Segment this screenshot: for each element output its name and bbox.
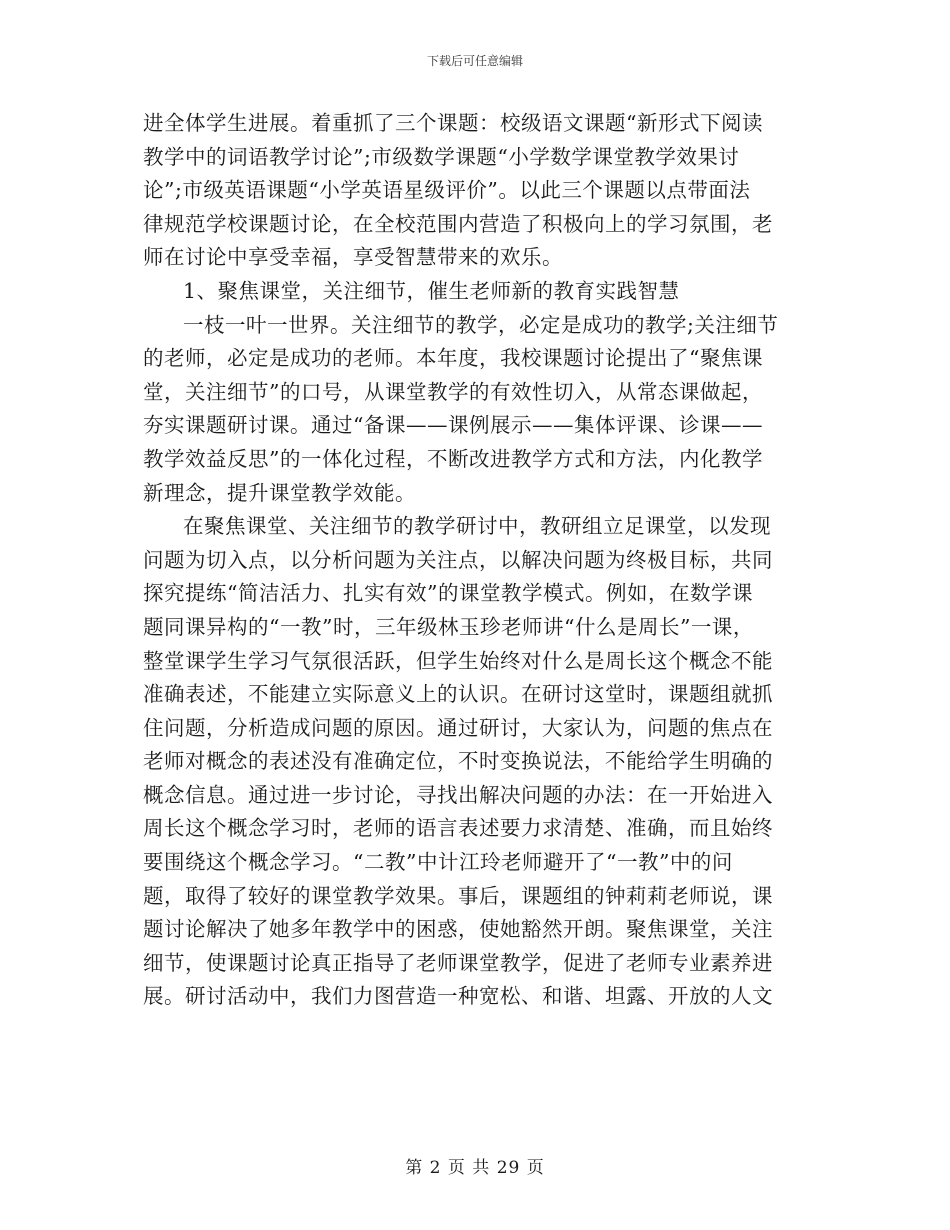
text-line: 堂，关注细节”的口号，从课堂教学的有效性切入，从常态课做起， xyxy=(143,379,763,404)
text-line: 夯实课题研讨课。通过“备课——课例展示——集体评课、诊课—— xyxy=(143,413,763,438)
text-line: 教学中的词语教学讨论”;市级数学课题“小学数学课堂教学效果讨 xyxy=(143,144,740,169)
text-line: 老师对概念的表述没有准确定位，不时变换说法，不能给学生明确的 xyxy=(143,749,773,774)
text-line: 题，取得了较好的课堂教学效果。事后，课题组的钟莉莉老师说，课 xyxy=(143,883,773,908)
text-line: 师在讨论中享受幸福，享受智慧带来的欢乐。 xyxy=(143,245,563,270)
text-line: 在聚焦课堂、关注细节的教学研讨中，教研组立足课堂，以发现 xyxy=(183,514,771,539)
text-line: 周长这个概念学习时，老师的语言表述要力求清楚、准确，而且始终 xyxy=(143,816,773,841)
text-line: 准确表述，不能建立实际意义上的认识。在研讨这堂时，课题组就抓 xyxy=(143,682,773,707)
page-footer: 第 2 页 共 29 页 xyxy=(405,1158,545,1178)
text-line: 细节，使课题讨论真正指导了老师课堂教学，促进了老师专业素养进 xyxy=(143,950,773,975)
text-line: 论”;市级英语课题“小学英语星级评价”。以此三个课题以点带面法 xyxy=(143,178,751,203)
text-line: 探究提练“简洁活力、扎实有效”的课堂教学模式。例如，在数学课 xyxy=(143,581,753,606)
text-line: 概念信息。通过进一步讨论，寻找出解决问题的办法：在一开始进入 xyxy=(143,782,773,807)
text-line: 教学效益反思”的一体化过程，不断改进教学方式和方法，内化教学 xyxy=(143,446,763,471)
text-line: 的老师，必定是成功的老师。本年度，我校课题讨论提出了“聚焦课 xyxy=(143,346,763,371)
text-line: 律规范学校课题讨论，在全校范围内营造了积极向上的学习氛围，老 xyxy=(143,211,773,236)
text-line: 展。研讨活动中，我们力图营造一种宽松、和谐、坦露、开放的人文 xyxy=(143,984,773,1009)
section-heading: 1、聚焦课堂，关注细节，催生老师新的教育实践智慧 xyxy=(183,278,680,303)
text-line: 进全体学生进展。着重抓了三个课题：校级语文课题“新形式下阅读 xyxy=(143,111,763,135)
text-line: 一枝一叶一世界。关注细节的教学，必定是成功的教学;关注细节 xyxy=(183,312,779,337)
text-line: 住问题，分析造成问题的原因。通过研讨，大家认为，问题的焦点在 xyxy=(143,715,773,740)
text-line: 整堂课学生学习气氛很活跃，但学生始终对什么是周长这个概念不能 xyxy=(143,648,773,673)
text-line: 要围绕这个概念学习。“二教”中计江玲老师避开了“一教”中的问 xyxy=(143,850,733,875)
text-line: 新理念，提升课堂教学效能。 xyxy=(143,480,416,505)
page-header: 下载后可任意编辑 xyxy=(426,54,523,68)
text-line: 题同课异构的“一教”时，三年级林玉珍老师讲“什么是周长”一课， xyxy=(143,614,754,639)
text-line: 问题为切入点，以分析问题为关注点，以解决问题为终极目标，共同 xyxy=(143,547,773,572)
body-text xyxy=(143,107,803,1014)
text-line: 题讨论解决了她多年教学中的困惑，使她豁然开朗。聚焦课堂，关注 xyxy=(143,917,773,942)
